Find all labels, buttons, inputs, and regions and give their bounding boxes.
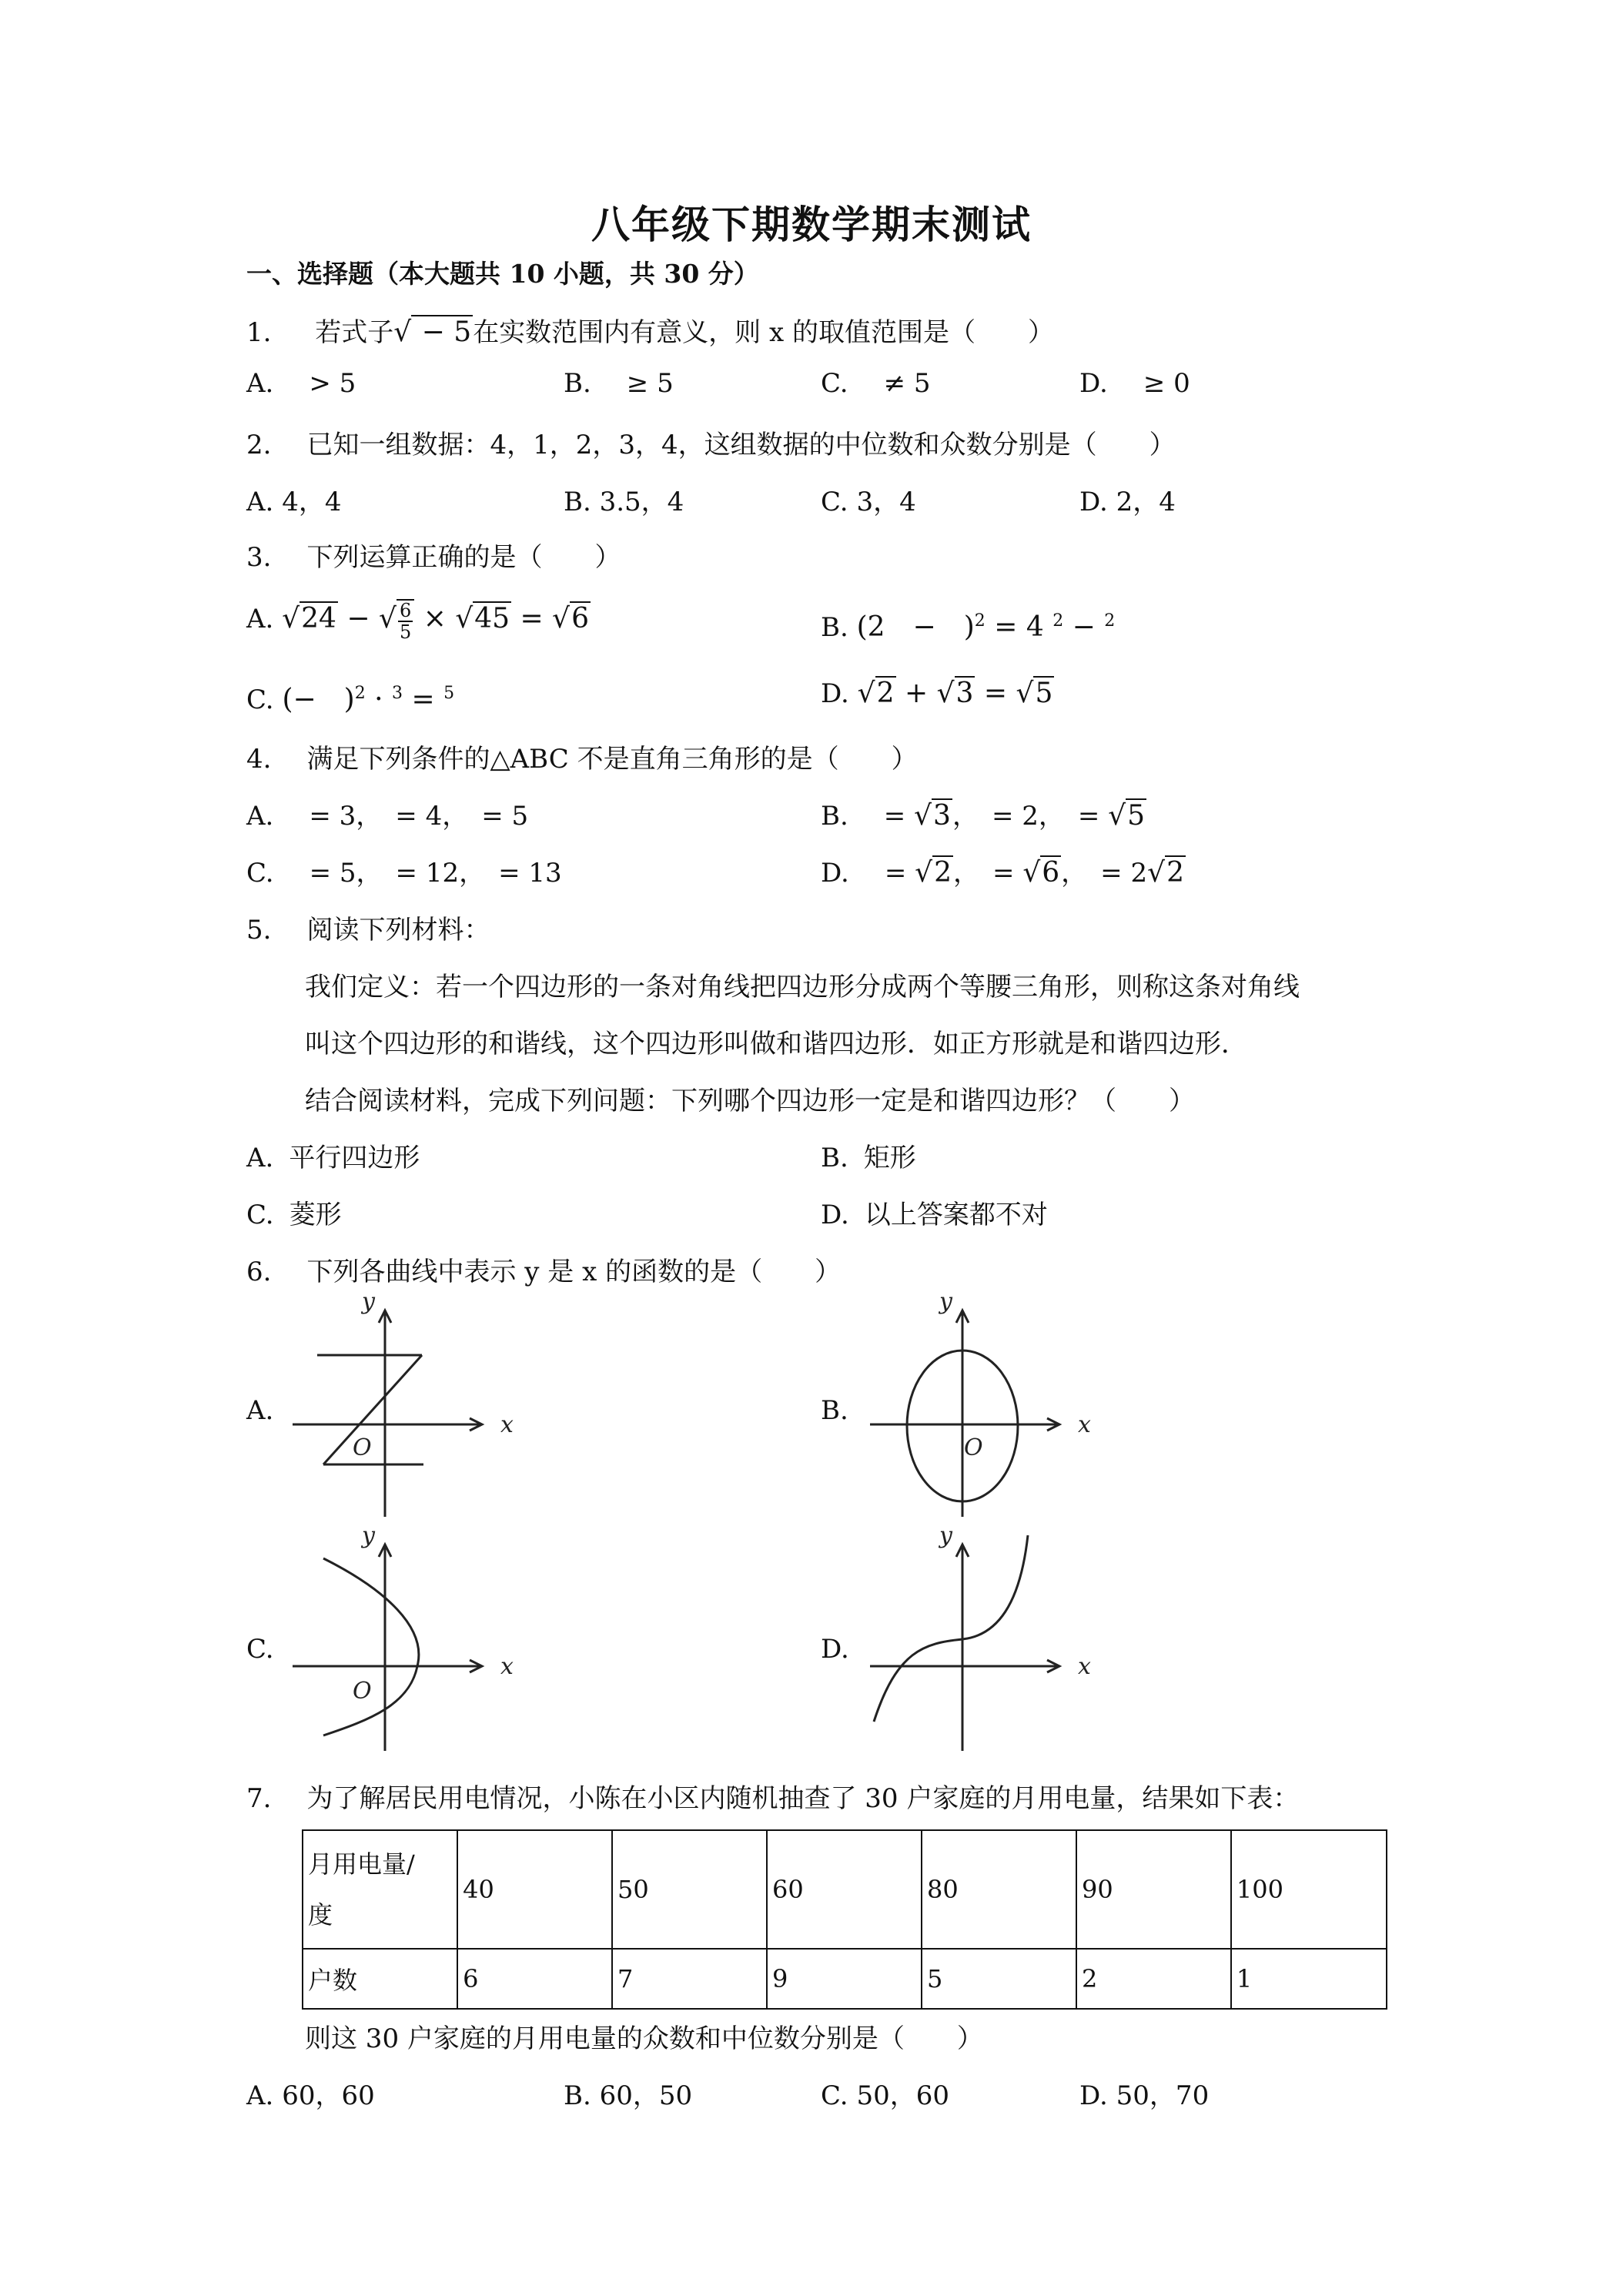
table-cell: 90 (1076, 1830, 1231, 1949)
table-cell: 100 (1231, 1830, 1387, 1949)
q1-option-a[interactable]: A. > 5 (246, 368, 356, 399)
origin-label: O (353, 1434, 372, 1461)
q4-option-d[interactable]: D. = √2， = √6， = 2√2 (821, 857, 1184, 889)
page-title: 八年级下期数学期末测试 (591, 202, 1032, 247)
q2-option-b[interactable]: B. 3.5，4 (564, 487, 684, 517)
q7-option-b[interactable]: B. 60，50 (564, 2080, 693, 2111)
question-1: 1. 若式子√ − 5在实数范围内有意义，则 x 的取值范围是（ ） (246, 316, 1054, 348)
q5-option-d[interactable]: D. 以上答案都不对 (821, 1200, 1048, 1230)
q5-option-c[interactable]: C. 菱形 (246, 1200, 342, 1230)
q6-graph-b[interactable] (862, 1294, 1109, 1525)
table-row (303, 1830, 1387, 1949)
q6-option-c-label[interactable]: C. (246, 1634, 274, 1665)
table-cell: 80 (922, 1830, 1076, 1949)
y-axis-label: y (362, 1528, 375, 1549)
q4-option-a[interactable]: A. = 3， = 4， = 5 (246, 801, 529, 832)
table-cell: 7 (612, 1949, 767, 2009)
q3-option-c[interactable]: C. (− )$^2$ · $^3$ = $^5$ (246, 684, 455, 715)
table-row (303, 1949, 1387, 2009)
question-1-radicand: − 5 (413, 316, 472, 348)
q7-followup: 则这 30 户家庭的月用电量的众数和中位数分别是（ ） (305, 2023, 983, 2054)
q7-option-c[interactable]: C. 50，60 (821, 2080, 949, 2111)
q7-option-d[interactable]: D. 50，70 (1079, 2080, 1210, 2111)
table-cell: 2 (1076, 1949, 1231, 2009)
question-2: 2. 已知一组数据：4，1，2，3，4，这组数据的中位数和众数分别是（ ） (246, 430, 1176, 460)
q1-option-b[interactable]: B. ≥ 5 (564, 368, 674, 399)
y-axis-label: y (939, 1528, 952, 1549)
table-header-cell: 户数 (303, 1949, 457, 2009)
q4-option-b[interactable]: B. = √3， = 2， = √5 (821, 800, 1146, 832)
table-cell: 5 (922, 1949, 1076, 2009)
x-axis-label: x (1078, 1411, 1091, 1438)
electricity-table (302, 1829, 1387, 2010)
q5-material-line-1: 我们定义：若一个四边形的一条对角线把四边形分成两个等腰三角形，则称这条对角线 (305, 972, 1300, 1002)
table-header-cell: 月用电量/ 度 (303, 1830, 457, 1949)
y-axis-label: y (939, 1294, 952, 1315)
q2-option-d[interactable]: D. 2，4 (1079, 487, 1176, 517)
table-cell: 60 (767, 1830, 922, 1949)
question-3: 3. 下列运算正确的是（ ） (246, 542, 621, 573)
table-cell: 1 (1231, 1949, 1387, 2009)
question-6: 6. 下列各曲线中表示 y 是 x 的函数的是（ ） (246, 1257, 842, 1287)
q3-option-d[interactable]: D. √2 + √3 = √5 (821, 678, 1053, 709)
table-cell: 6 (457, 1949, 612, 2009)
q1-option-c[interactable]: C. ≠ 5 (821, 368, 931, 399)
origin-label: O (353, 1678, 372, 1705)
question-7: 7. 为了解居民用电情况，小陈在小区内随机抽查了 30 户家庭的月用电量，结果如下表： (246, 1783, 1300, 1814)
q2-option-c[interactable]: C. 3，4 (821, 487, 916, 517)
section-heading: 一、选择题（本大题共 10 小题，共 30 分） (246, 259, 759, 289)
q5-material-line-2: 叫这个四边形的和谐线，这个四边形叫做和谐四边形．如正方形就是和谐四边形． (305, 1029, 1247, 1059)
q6-graph-c[interactable] (285, 1528, 531, 1759)
q5-option-a[interactable]: A. 平行四边形 (246, 1143, 420, 1173)
q6-option-a-label[interactable]: A. (246, 1395, 274, 1426)
q5-material-line-3: 结合阅读材料，完成下列问题：下列哪个四边形一定是和谐四边形？（ ） (305, 1086, 1195, 1116)
origin-label: O (964, 1434, 983, 1461)
q5-option-b[interactable]: B. 矩形 (821, 1143, 916, 1173)
table-cell: 40 (457, 1830, 612, 1949)
q6-option-b-label[interactable]: B. (821, 1395, 848, 1426)
question-4: 4. 满足下列条件的△ABC 不是直角三角形的是（ ） (246, 744, 918, 775)
table-cell: 50 (612, 1830, 767, 1949)
question-number: 1. (246, 317, 272, 348)
question-1-pre: 若式子 (315, 317, 394, 348)
q2-option-a[interactable]: A. 4，4 (246, 487, 342, 517)
question-1-post: 在实数范围内有意义，则 x 的取值范围是（ ） (473, 317, 1054, 348)
y-axis-label: y (362, 1294, 375, 1315)
x-axis-label: x (1078, 1653, 1091, 1680)
table-cell: 9 (767, 1949, 922, 2009)
x-axis-label: x (500, 1411, 514, 1438)
q1-option-d[interactable]: D. ≥ 0 (1079, 368, 1190, 399)
q6-graph-a[interactable] (285, 1294, 531, 1525)
q3-option-a[interactable]: A. √24 − √ $\frac{6}{5}$ × √45 = √6 (246, 600, 589, 643)
x-axis-label: x (500, 1653, 514, 1680)
question-5: 5. 阅读下列材料： (246, 915, 490, 946)
q6-option-d-label[interactable]: D. (821, 1634, 849, 1665)
q6-graph-d[interactable] (862, 1528, 1109, 1759)
q3-option-b[interactable]: B. (2 − )$^2$ = 4 $^2$ − $^2$ (821, 611, 1116, 643)
q4-option-c[interactable]: C. = 5， = 12， = 13 (246, 858, 562, 889)
q7-option-a[interactable]: A. 60，60 (246, 2080, 375, 2111)
